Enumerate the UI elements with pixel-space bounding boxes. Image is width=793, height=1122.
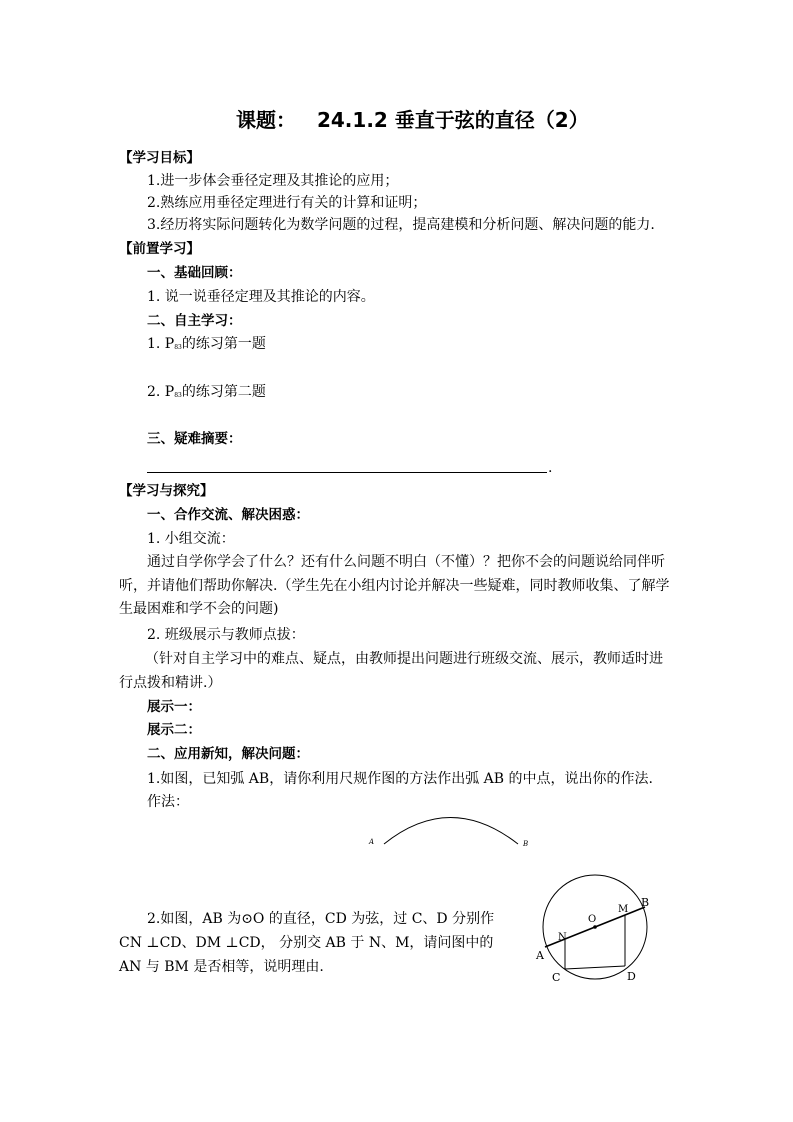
circle-figure [530,872,660,992]
question-1: 1.如图，已知弧 AB，请你利用尺规作图的方法作出弧 AB 的中点，说出你的作法. [147,771,653,787]
label-m: M [618,904,629,915]
label-b: B [641,896,650,909]
label-n: N [558,932,567,943]
coop-heading: 一、合作交流、解决困惑： [147,507,309,523]
answer-blank-line [147,472,547,473]
show-1: 展示一： [147,699,201,715]
goal-item-3: 3.经历将实际问题转化为数学问题的过程，提高建模和分析问题、解决问题的能力. [147,217,655,233]
label-d: D [627,970,636,983]
answer-blank-end: . [548,460,553,476]
arc-label-a: A [369,838,375,846]
goal-item-2: 2.熟练应用垂径定理进行有关的计算和证明； [147,195,427,211]
difficulty-heading: 三、疑难摘要： [147,431,242,447]
review-heading: 一、基础回顾： [147,265,242,281]
question-2: 2.如图，AB 为⊙O 的直径，CD 为弦，过 C、D 分别作 CN ⊥CD、DM ⊥CD， 分别交 AB 于 N、M，请问图中的 AN 与 BM 是否相等，说明理由. [119,911,495,975]
chord-cd [565,966,625,969]
show-2: 展示二： [147,722,201,738]
self-item2-sub: 83 [174,392,182,399]
title-number: 24.1.2 [316,108,388,132]
self-study-item-2 [147,382,266,406]
self-item2-prefix: 2. P [147,384,175,400]
title-label: 课题： [236,108,296,132]
class-item: 2. 班级展示与教师点拔： [147,627,305,643]
label-o: O [588,914,597,925]
self-item1-suffix: 的练习第一题 [181,336,266,352]
self-item1-sub: 83 [174,344,182,351]
arc-ab [384,818,518,845]
explore-heading: 【学习与探究】 [119,483,214,499]
self-item1-prefix: 1. P [147,336,175,352]
group-text: 通过自学你学会了什么？还有什么问题不明白（不懂）？把你不会的问题说给同伴听听，并请他们帮助你解决.（学生先在小组内讨论并解决一些疑难，同时教师收集、了解学生最困难和学不会的问题) [119,554,670,617]
center-point [593,925,597,929]
arc-ab-figure [360,805,540,855]
group-item: 1. 小组交流： [147,531,235,547]
goal-item-1: 1.进一步体会垂径定理及其推论的应用； [147,173,399,189]
label-c: C [552,971,561,984]
label-a: A [536,949,544,962]
arc-label-b: B [523,840,529,848]
goals-heading: 【学习目标】 [119,150,200,166]
method-label: 作法： [147,794,189,810]
preview-heading: 【前置学习】 [119,241,200,257]
apply-heading: 二、应用新知，解决问题： [147,746,309,762]
title-text: 垂直于弦的直径（2） [394,108,589,132]
self-study-heading: 二、自主学习： [147,313,242,329]
self-study-item-1 [147,334,266,358]
self-item2-suffix: 的练习第二题 [181,384,266,400]
class-text: （针对自主学习中的难点、疑点，由教师提出问题进行班级交流、展示，教师适时进行点拨和精讲.） [119,651,663,691]
review-item: 1. 说一说垂径定理及其推论的内容。 [147,289,375,305]
page-title [236,107,589,133]
